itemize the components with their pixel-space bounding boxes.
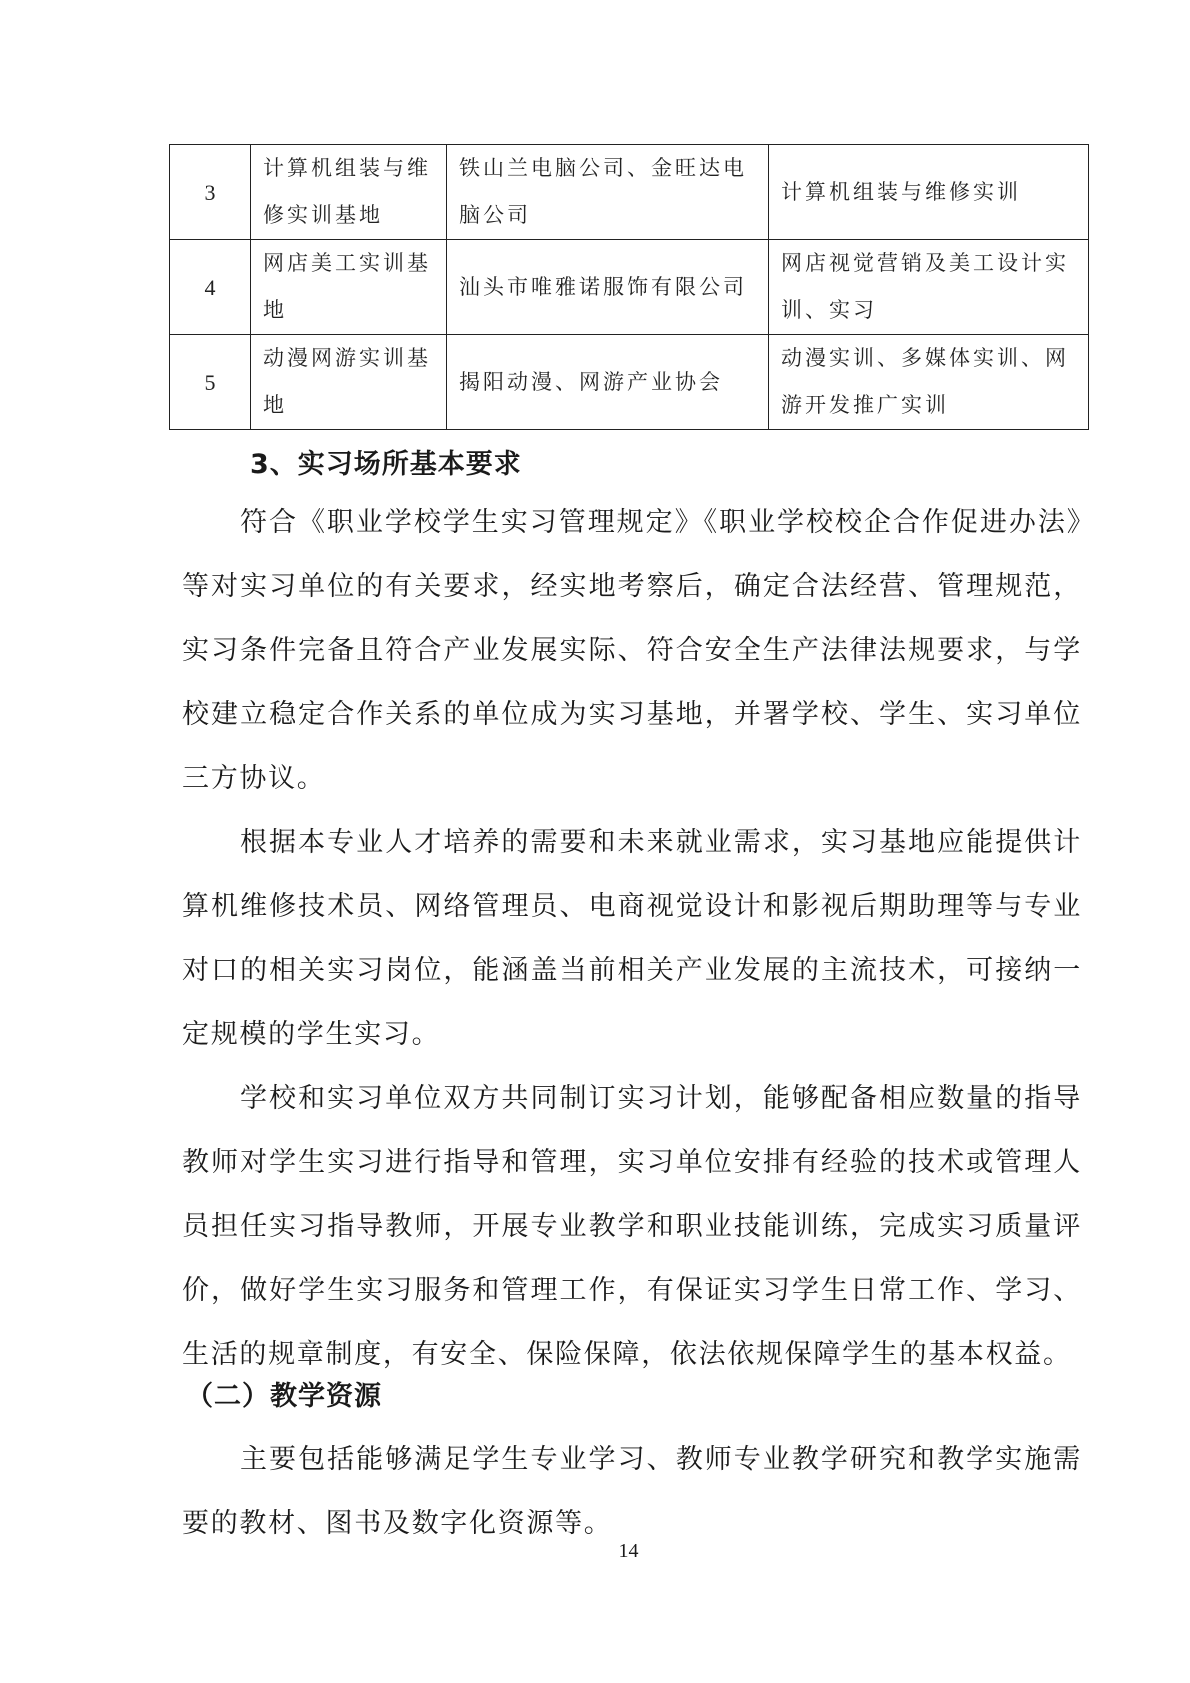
training-bases-table [169, 144, 1089, 430]
table-row [170, 335, 1089, 430]
table-row [170, 240, 1089, 335]
section-heading-internship-requirements: 3、实习场所基本要求 [250, 449, 522, 480]
partner-company: 揭阳动漫、网游产业协会 [447, 335, 769, 430]
table-row [170, 145, 1089, 240]
internship-requirements-body [182, 491, 1082, 1387]
base-name: 动漫网游实训基地 [251, 335, 447, 430]
partner-company: 铁山兰电脑公司、金旺达电脑公司 [447, 145, 769, 240]
training-content: 网店视觉营销及美工设计实训、实习 [769, 240, 1089, 335]
training-content: 计算机组装与维修实训 [769, 145, 1089, 240]
paragraph: 学校和实习单位双方共同制订实习计划，能够配备相应数量的指导教师对学生实习进行指导和管理，实习单位安排有经验的技术或管理人员担任实习指导教师，开展专业教学和职业技能训练，完成实习质量评价，做好学生实习服务和管理工作，有保证实习学生日常工作、学习、生活的规章制度，有安全、保险保障，依法依规保障学生的基本权益。 [182, 1083, 1082, 1370]
row-number: 3 [170, 145, 251, 240]
row-number: 4 [170, 240, 251, 335]
training-content: 动漫实训、多媒体实训、网游开发推广实训 [769, 335, 1089, 430]
partner-company: 汕头市唯雅诺服饰有限公司 [447, 240, 769, 335]
row-number: 5 [170, 335, 251, 430]
base-name: 计算机组装与维修实训基地 [251, 145, 447, 240]
page-number: 14 [618, 1540, 639, 1562]
base-name: 网店美工实训基地 [251, 240, 447, 335]
paragraph: 符合《职业学校学生实习管理规定》《职业学校校企合作促进办法》等对实习单位的有关要求，经实地考察后，确定合法经营、管理规范，实习条件完备且符合产业发展实际、符合安全生产法律法规要求，与学校建立稳定合作关系的单位成为实习基地，并署学校、学生、实习单位三方协议。 [182, 507, 1082, 794]
section-heading-teaching-resources: （二）教学资源 [186, 1381, 382, 1412]
paragraph: 根据本专业人才培养的需要和未来就业需求，实习基地应能提供计算机维修技术员、网络管理员、电商视觉设计和影视后期助理等与专业对口的相关实习岗位，能涵盖当前相关产业发展的主流技术，可接纳一定规模的学生实习。 [182, 827, 1082, 1050]
teaching-resources-body [182, 1428, 1082, 1556]
paragraph: 主要包括能够满足学生专业学习、教师专业教学研究和教学实施需要的教材、图书及数字化资源等。 [182, 1444, 1082, 1539]
